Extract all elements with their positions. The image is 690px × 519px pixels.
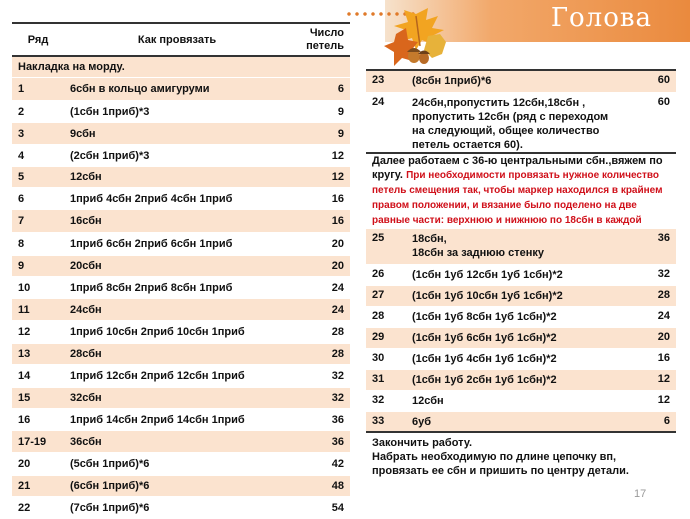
row-number: 16: [12, 409, 64, 431]
row-instruction: (1сбн 1уб 8сбн 1уб 1сбн)*2: [412, 310, 557, 323]
row-number: 32: [366, 390, 406, 411]
row-stitch-count: 6: [616, 411, 676, 432]
row-stitch-count: 32: [290, 365, 350, 388]
table-row: [12, 145, 350, 167]
row-instruction-cell: [406, 411, 616, 432]
right-pattern-table: [366, 71, 676, 479]
row-number: 17-19: [12, 431, 64, 453]
row-stitch-count: 20: [290, 233, 350, 256]
footer-line-2: Набрать необходимую по длине цепочку вп, провязать ее сбн и пришить по центру детали.: [372, 451, 629, 477]
table-row: [12, 167, 350, 188]
row-stitch-count: 9: [290, 101, 350, 123]
row-instruction-cell: [406, 228, 616, 264]
row-stitch-count: 20: [290, 256, 350, 277]
table-row: [12, 321, 350, 344]
row-number: 5: [12, 167, 64, 188]
row-stitch-count: 28: [616, 285, 676, 306]
row-number: 3: [12, 123, 64, 145]
table-row: [12, 101, 350, 123]
row-stitch-count: 54: [290, 497, 350, 519]
page-number: 17: [634, 488, 647, 500]
row-instruction: 24сбн,пропустить 12сбн,18сбн , пропустить 12сбн (ряд с переходом на следующий, общее количество петель остается 60).: [412, 96, 609, 151]
table-row: [12, 277, 350, 299]
row-stitch-count: 24: [616, 306, 676, 327]
footer-cell: [366, 432, 676, 479]
row-instruction: 6уб: [412, 415, 432, 428]
row-number: 9: [12, 256, 64, 277]
row-number: 20: [12, 453, 64, 476]
row-stitch-count: 16: [290, 210, 350, 233]
note-warning-text: При необходимости провязать нужное количество петель смещения так, чтобы маркер находился в крайнем правом положении, и вязание было поделено на две равные части: верхнюю и нижнюю по 18сбн в каждой: [372, 169, 663, 226]
row-stitch-count: 36: [616, 228, 676, 264]
row-instruction-cell: [406, 285, 616, 306]
row-instruction: 28сбн: [64, 344, 290, 365]
row-number: 26: [366, 264, 406, 285]
row-number: 25: [366, 228, 406, 264]
table-row: [366, 411, 676, 432]
table-row: [366, 369, 676, 390]
row-instruction-cell: [406, 264, 616, 285]
row-instruction: 1приб 8сбн 2приб 8сбн 1приб: [64, 277, 290, 299]
table-row: [366, 306, 676, 327]
row-number: 14: [12, 365, 64, 388]
row-stitch-count: 28: [290, 321, 350, 344]
row-instruction-continued: 18сбн за заднюю стенку: [412, 246, 544, 259]
row-number: 22: [12, 497, 64, 519]
table-row: [366, 285, 676, 306]
row-instruction: 6сбн в кольцо амигуруми: [64, 78, 290, 101]
row-stitch-count: 36: [290, 431, 350, 453]
row-number: 31: [366, 369, 406, 390]
row-instruction: (5сбн 1приб)*6: [64, 453, 290, 476]
header-row-number: Ряд: [12, 23, 64, 56]
table-row: [12, 344, 350, 365]
row-number: 21: [12, 476, 64, 497]
row-instruction: (1сбн 1уб 6сбн 1уб 1сбн)*2: [412, 331, 557, 344]
footer-row: [366, 432, 676, 479]
row-stitch-count: 24: [290, 277, 350, 299]
row-stitch-count: 32: [290, 388, 350, 409]
row-number: 8: [12, 233, 64, 256]
left-pattern-table: [12, 22, 350, 519]
table-row: [12, 188, 350, 210]
row-number: 27: [366, 285, 406, 306]
row-instruction-cell: [406, 348, 616, 369]
section-label: Накладка на морду.: [12, 56, 350, 78]
page-title: Голова: [550, 3, 652, 33]
table-row: [12, 123, 350, 145]
row-stitch-count: 12: [616, 390, 676, 411]
table-row: [12, 431, 350, 453]
table-row: [366, 327, 676, 348]
row-stitch-count: 16: [290, 188, 350, 210]
row-number: 23: [366, 71, 406, 92]
table-row: [366, 228, 676, 264]
row-instruction: 20сбн: [64, 256, 290, 277]
row-instruction-cell: [406, 92, 616, 153]
row-instruction: 36сбн: [64, 431, 290, 453]
table-row: [366, 264, 676, 285]
row-instruction: 9сбн: [64, 123, 290, 145]
row-number: 12: [12, 321, 64, 344]
row-stitch-count: 60: [616, 71, 676, 92]
row-number: 4: [12, 145, 64, 167]
section-row: [12, 56, 350, 78]
row-instruction: 1приб 4сбн 2приб 4сбн 1приб: [64, 188, 290, 210]
header-instruction: Как провязать: [64, 23, 290, 56]
table-row: [12, 476, 350, 497]
table-row: [366, 92, 676, 153]
table-row: [366, 390, 676, 411]
row-instruction: (1сбн 1уб 12сбн 1уб 1сбн)*2: [412, 268, 563, 281]
row-instruction: (1сбн 1уб 2сбн 1уб 1сбн)*2: [412, 373, 557, 386]
row-stitch-count: 36: [290, 409, 350, 431]
header-stitch-count: Число петель: [290, 23, 350, 56]
note-text: Далее работаем с 36-ю центральными сбн.,вяжем по кругу.: [372, 154, 663, 181]
row-instruction: (2сбн 1приб)*3: [64, 145, 290, 167]
row-instruction: 1приб 10сбн 2приб 10сбн 1приб: [64, 321, 290, 344]
table-row: [12, 453, 350, 476]
row-stitch-count: 12: [616, 369, 676, 390]
row-stitch-count: 42: [290, 453, 350, 476]
row-instruction: (1сбн 1уб 10сбн 1уб 1сбн)*2: [412, 289, 563, 302]
row-stitch-count: 12: [290, 167, 350, 188]
table-row: [366, 348, 676, 369]
row-number: 10: [12, 277, 64, 299]
table-row: [12, 233, 350, 256]
row-number: 30: [366, 348, 406, 369]
row-instruction: 32сбн: [64, 388, 290, 409]
row-instruction-cell: [406, 306, 616, 327]
row-instruction: (1сбн 1уб 4сбн 1уб 1сбн)*2: [412, 352, 557, 365]
table-row: [12, 409, 350, 431]
row-number: 15: [12, 388, 64, 409]
footer-line-1: Закончить работу.: [372, 437, 473, 449]
table-row: [12, 78, 350, 101]
row-number: 1: [12, 78, 64, 101]
row-instruction: 1приб 12сбн 2приб 12сбн 1приб: [64, 365, 290, 388]
row-number: 29: [366, 327, 406, 348]
row-instruction: (6сбн 1приб)*6: [64, 476, 290, 497]
row-stitch-count: 28: [290, 344, 350, 365]
row-stitch-count: 32: [616, 264, 676, 285]
table-row: [366, 71, 676, 92]
row-instruction: 1приб 6сбн 2приб 6сбн 1приб: [64, 233, 290, 256]
row-stitch-count: 48: [290, 476, 350, 497]
row-instruction: (1сбн 1приб)*3: [64, 101, 290, 123]
row-instruction: 1приб 14сбн 2приб 14сбн 1приб: [64, 409, 290, 431]
row-instruction: 24сбн: [64, 299, 290, 321]
row-number: 7: [12, 210, 64, 233]
row-instruction: (8сбн 1приб)*6: [412, 75, 492, 87]
table-row: [12, 299, 350, 321]
row-number: 2: [12, 101, 64, 123]
table-row: [12, 497, 350, 519]
row-instruction: 16сбн: [64, 210, 290, 233]
row-stitch-count: 12: [290, 145, 350, 167]
row-number: 24: [366, 92, 406, 153]
row-number: 11: [12, 299, 64, 321]
row-instruction-cell: [406, 390, 616, 411]
autumn-leaves-acorn-icon: [376, 6, 456, 72]
row-stitch-count: 6: [290, 78, 350, 101]
row-instruction-cell: [406, 369, 616, 390]
row-stitch-count: 20: [616, 327, 676, 348]
table-header-row: [12, 23, 350, 56]
row-number: 13: [12, 344, 64, 365]
row-instruction-cell: [406, 71, 616, 92]
row-instruction: (7сбн 1приб)*6: [64, 497, 290, 519]
table-row: [12, 256, 350, 277]
table-row: [12, 210, 350, 233]
row-instruction: 18сбн,: [412, 232, 447, 245]
row-stitch-count: 9: [290, 123, 350, 145]
note-row: [366, 153, 676, 229]
row-instruction: 12сбн: [412, 394, 444, 407]
row-instruction: 12сбн: [64, 167, 290, 188]
row-stitch-count: 16: [616, 348, 676, 369]
note-cell: [366, 153, 676, 229]
row-instruction-cell: [406, 327, 616, 348]
row-number: 6: [12, 188, 64, 210]
table-row: [12, 388, 350, 409]
table-row: [12, 365, 350, 388]
row-stitch-count: 24: [290, 299, 350, 321]
row-number: 33: [366, 411, 406, 432]
row-number: 28: [366, 306, 406, 327]
row-stitch-count: 60: [616, 92, 676, 153]
